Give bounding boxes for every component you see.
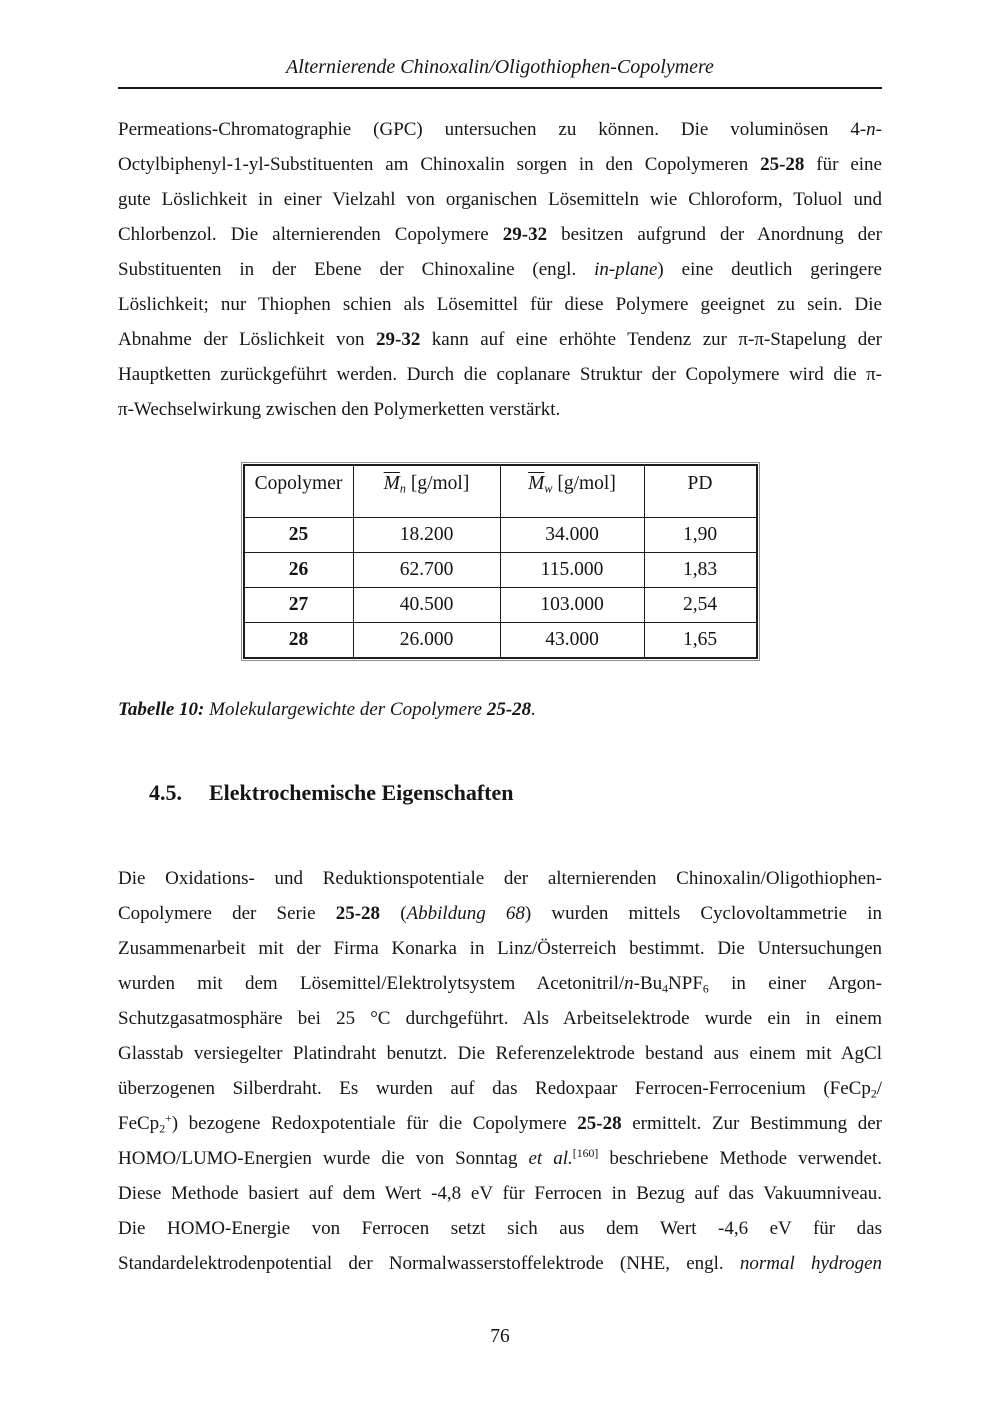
table-cell: 34.000 — [500, 518, 644, 553]
text-run: Zusammenarbeit mit der Firma Konarka in Linz/Österreich bestimmt. Die Untersuchungen — [118, 938, 882, 959]
column-header-pd — [644, 465, 757, 518]
table-cell: 1,83 — [644, 553, 757, 588]
text-run: Substituenten in der Ebene der Chinoxaline (engl. — [118, 259, 595, 280]
text-run: 4 — [662, 982, 669, 996]
table-cell: 27 — [244, 588, 354, 623]
text-line — [118, 1001, 882, 1036]
text-run: PD — [687, 473, 713, 494]
table-cell: 1,65 — [644, 623, 757, 659]
text-run: Hauptketten zurückgeführt werden. Durch die coplanare Struktur der Copolymere wird die π- — [118, 364, 882, 385]
text-line — [118, 1246, 882, 1281]
text-run: normal hydrogen — [739, 1253, 883, 1274]
text-run: ) wurden mittels Cyclovoltammetrie in — [524, 903, 882, 924]
text-run: beschriebene Methode verwendet. — [598, 1148, 882, 1169]
text-run: Die Oxidations- und Reduktionspotentiale der alternierenden Chinoxalin/Oligothiophen- — [118, 868, 882, 889]
text-run: 25-28 — [760, 154, 805, 175]
text-run: - — [875, 119, 882, 140]
text-run: Glasstab versiegelter Platindraht benutzt. Die Referenzelektrode bestand aus einem mit AgCl — [118, 1043, 882, 1064]
column-header-mn — [353, 465, 500, 518]
text-run: Copolymere der Serie — [118, 903, 336, 924]
section-number: 4.5. — [149, 780, 182, 805]
table-cell: 26 — [244, 553, 354, 588]
section-title: Elektrochemische Eigenschaften — [209, 780, 514, 805]
table-cell: 1,90 — [644, 518, 757, 553]
text-line — [118, 1106, 882, 1141]
text-line — [118, 392, 882, 427]
text-line — [118, 357, 882, 392]
table-caption — [118, 698, 882, 722]
text-run: HOMO/LUMO-Energien wurde die von Sonntag — [118, 1148, 529, 1169]
table-body — [244, 518, 757, 659]
table-cell: 18.200 — [353, 518, 500, 553]
text-run: ermittelt. Zur Bestimmung der — [621, 1113, 882, 1134]
table-cell: 40.500 — [353, 588, 500, 623]
table-row — [244, 588, 757, 623]
text-run: 2 — [159, 1122, 166, 1136]
text-line — [118, 147, 882, 182]
text-line — [118, 1211, 882, 1246]
text-run: ) eine deutlich geringere — [657, 259, 882, 280]
text-run: besitzen aufgrund der Anordnung der — [547, 224, 883, 245]
molecular-weight-table-border — [241, 462, 760, 661]
text-run: n — [399, 481, 406, 496]
text-line — [118, 252, 882, 287]
text-run: für eine — [804, 154, 882, 175]
text-run: Copolymer — [254, 473, 343, 494]
text-run: $\overline{M}$ — [383, 473, 400, 494]
table-cell: 25 — [244, 518, 354, 553]
body-paragraph-gpc — [118, 112, 882, 427]
text-run: Tabelle 10: — [118, 699, 205, 720]
text-run: ) bezogene Redoxpotentiale für die Copolymere — [171, 1113, 578, 1134]
table-cell: 28 — [244, 623, 354, 659]
text-run: Standardelektrodenpotential der Normalwasserstoffelektrode (NHE, engl. — [118, 1253, 740, 1274]
text-run: -Bu — [633, 973, 663, 994]
page-number: 76 — [490, 1326, 510, 1347]
text-run: + — [165, 1111, 172, 1125]
text-run: Löslichkeit; nur Thiophen schien als Lösemittel für diese Polymere geeignet zu sein. Die — [118, 294, 882, 315]
text-run: kann auf eine erhöhte Tendenz zur π-π-Stapelung der — [420, 329, 882, 350]
text-run: wurden mit dem Lösemittel/Elektrolytsystem Acetonitril/ — [118, 973, 625, 994]
text-run: Abbildung 68 — [406, 903, 525, 924]
text-line — [118, 931, 882, 966]
text-run: gute Löslichkeit in einer Vielzahl von organischen Lösemitteln wie Chloroform, Toluol und — [118, 189, 882, 210]
column-header-copolymer — [244, 465, 354, 518]
text-line — [118, 1036, 882, 1071]
text-run: 2 — [870, 1087, 877, 1101]
running-head-title: Alternierende Chinoxalin/Oligothiophen-Copolymere — [286, 56, 714, 78]
text-line — [118, 966, 882, 1001]
table-cell: 62.700 — [353, 553, 500, 588]
text-run: Permeations-Chromatographie (GPC) untersuchen zu können. Die voluminösen 4- — [118, 119, 867, 140]
table-row — [244, 518, 757, 553]
text-line — [118, 1141, 882, 1176]
text-run: in einer Argon- — [708, 973, 882, 994]
text-run: NPF — [668, 973, 703, 994]
text-line — [118, 182, 882, 217]
text-run: 25-28 — [335, 903, 381, 924]
text-run: 6 — [702, 982, 709, 996]
table-cell: 26.000 — [353, 623, 500, 659]
text-run: [g/mol] — [405, 473, 470, 494]
text-run: [g/mol] — [552, 473, 616, 494]
text-run: n — [624, 973, 634, 994]
text-run: ( — [380, 903, 407, 924]
text-run: / — [876, 1078, 882, 1099]
body-paragraph-electrochem — [118, 861, 882, 1281]
text-line — [118, 1071, 882, 1106]
text-line — [118, 112, 882, 147]
text-run: Die HOMO-Energie von Ferrocen setzt sich aus dem Wert -4,6 eV für das — [118, 1218, 882, 1239]
text-run: et al. — [528, 1148, 573, 1169]
text-line — [118, 217, 882, 252]
text-run: n — [866, 119, 876, 140]
text-run: FeCp — [118, 1113, 160, 1134]
text-run: 25-28 — [577, 1113, 622, 1134]
text-line — [118, 287, 882, 322]
text-run: 25-28 — [486, 699, 532, 720]
header-rule — [118, 87, 882, 89]
text-run: Molekulargewichte der Copolymere — [204, 699, 487, 720]
table-header-row — [244, 465, 757, 518]
table-cell: 2,54 — [644, 588, 757, 623]
text-run: 29-32 — [376, 329, 421, 350]
text-run: w — [544, 481, 553, 496]
text-line — [118, 896, 882, 931]
text-run: [160] — [572, 1146, 599, 1160]
table-cell: 103.000 — [500, 588, 644, 623]
text-run: Chlorbenzol. Die alternierenden Copolymere — [118, 224, 503, 245]
table-cell: 43.000 — [500, 623, 644, 659]
table-row — [244, 553, 757, 588]
text-line — [118, 1176, 882, 1211]
text-run: 29-32 — [502, 224, 548, 245]
text-line — [118, 322, 882, 357]
text-run: $\overline{M}$ — [528, 473, 545, 494]
section-heading — [118, 779, 882, 807]
text-line — [118, 861, 882, 896]
text-run: Schutzgasatmosphäre bei 25 °C durchgeführt. Als Arbeitselektrode wurde ein in einem — [118, 1008, 882, 1029]
table-cell: 115.000 — [500, 553, 644, 588]
text-run: π-Wechselwirkung zwischen den Polymerketten verstärkt. — [118, 399, 561, 420]
text-run: überzogenen Silberdraht. Es wurden auf das Redoxpaar Ferrocen-Ferrocenium (FeCp — [118, 1078, 871, 1099]
column-header-mw — [500, 465, 644, 518]
text-run: in-plane — [594, 259, 658, 280]
text-run: Octylbiphenyl-1-yl-Substituenten am Chinoxalin sorgen in den Copolymeren — [118, 154, 761, 175]
table-row — [244, 623, 757, 659]
text-run: . — [531, 699, 536, 720]
molecular-weight-table — [243, 464, 758, 659]
text-run: Abnahme der Löslichkeit von — [118, 329, 376, 350]
text-run: Diese Methode basiert auf dem Wert -4,8 eV für Ferrocen in Bezug auf das Vakuumniveau. — [118, 1183, 882, 1204]
